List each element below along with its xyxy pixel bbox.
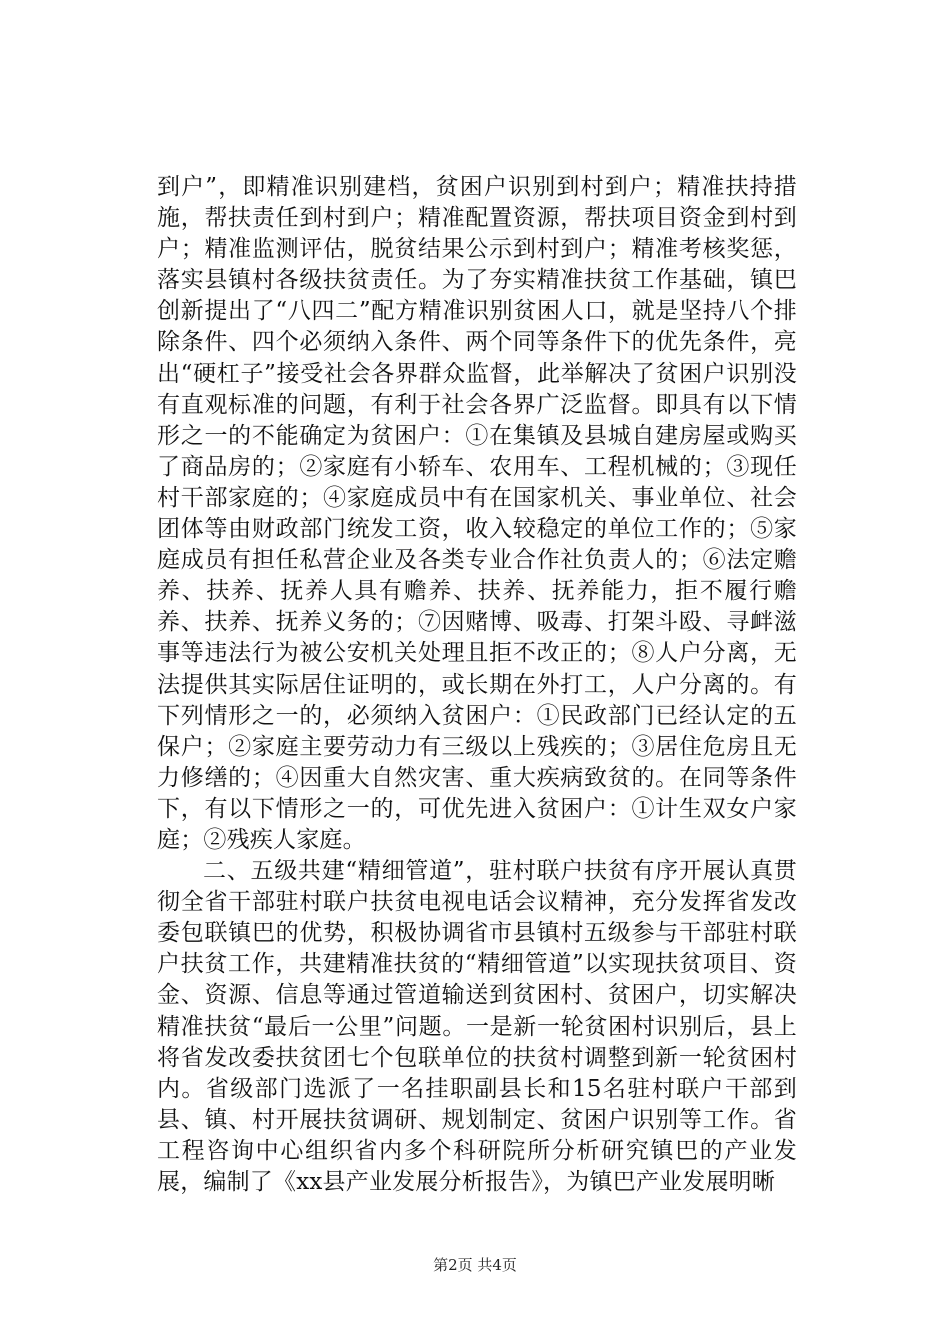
- page-footer: 第2页 共4页: [433, 1256, 517, 1274]
- body-paragraph: 二、五级共建“精细管道”，驻村联户扶贫有序开展认真贯彻全省干部驻村联户扶贫电视电话会议精神，充分发挥省发改委包联镇巴的优势，积极协调省市县镇村五级参与干部驻村联户扶贫工作，共建精准扶贫的“精细管道”以实现扶贫项目、资金、资源、信息等通过管道输送到贫困村、贫困户，切实解决精准扶贫“最后一公里”问题。一是新一轮贫困村识别后，县上将省发改委扶贫团七个包联单位的扶贫村调整到新一轮贫困村内。省级部门选派了一名挂职副县长和15名驻村联户干部到县、镇、村开展扶贫调研、规划制定、贫困户识别等工作。省工程咨询中心组织省内多个科研院所分析研究镇巴的产业发展，编制了《xx县产业发展分析报告》，为镇巴产业发展明晰: [157, 858, 797, 1195]
- document-body: [157, 172, 797, 1198]
- body-paragraph: 到户”，即精准识别建档，贫困户识别到村到户；精准扶持措施，帮扶责任到村到户；精准配置资源，帮扶项目资金到村到户；精准监测评估，脱贫结果公示到村到户；精准考核奖惩，落实县镇村各级扶贫责任。为了夯实精准扶贫工作基础，镇巴创新提出了“八四二”配方精准识别贫困人口，就是坚持八个排除条件、四个必须纳入条件、两个同等条件下的优先条件，亮出“硬杠子”接受社会各界群众监督，此举解决了贫困户识别没有直观标准的问题，有利于社会各界广泛监督。即具有以下情形之一的不能确定为贫困户：①在集镇及县城自建房屋或购买了商品房的；②家庭有小轿车、农用车、工程机械的；③现任村干部家庭的；④家庭成员中有在国家机关、事业单位、社会团体等由财政部门统发工资，收入较稳定的单位工作的；⑤家庭成员有担任私营企业及各类专业合作社负责人的；⑥法定赡养、扶养、抚养人具有赡养、扶养、抚养能力，拒不履行赡养、扶养、抚养义务的；⑦因赌博、吸毒、打架斗殴、寻衅滋事等违法行为被公安机关处理且拒不改正的；⑧人户分离，无法提供其实际居住证明的，或长期在外打工，人户分离的。有下列情形之一的，必须纳入贫困户：①民政部门已经认定的五保户；②家庭主要劳动力有三级以上残疾的；③居住危房且无力修缮的；④因重大自然灾害、重大疾病致贫的。在同等条件下，有以下情形之一的，可优先进入贫困户：①计生双女户家庭；②残疾人家庭。: [157, 174, 797, 853]
